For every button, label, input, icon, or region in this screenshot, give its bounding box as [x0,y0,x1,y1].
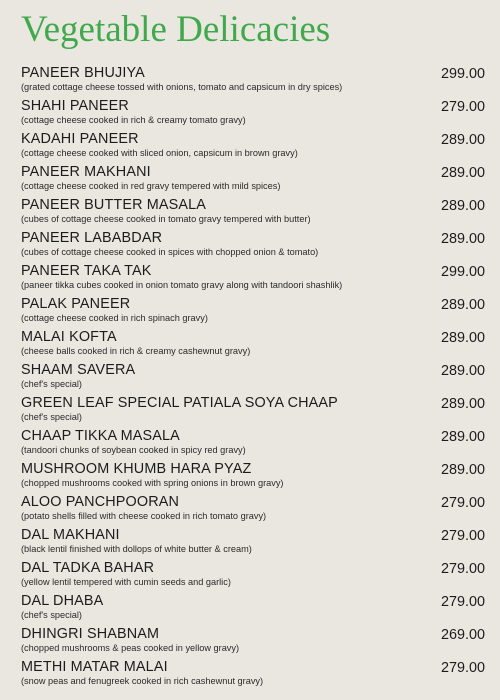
item-name: METHI MATAR MALAI [21,659,168,675]
item-description: (tandoori chunks of soybean cooked in spicy red gravy) [21,445,246,455]
item-price: 279.00 [440,594,485,610]
item-description: (cottage cheese cooked in rich spinach gravy) [21,313,208,323]
menu-item [21,526,485,559]
item-description: (cottage cheese cooked with sliced onion, capsicum in brown gravy) [21,148,298,158]
menu-item [21,64,485,97]
menu-item [21,361,485,394]
menu-item [21,97,485,130]
item-name: PANEER BHUJIYA [21,65,145,81]
item-description: (chopped mushrooms cooked with spring onions in brown gravy) [21,478,284,488]
item-name: DAL DHABA [21,593,104,609]
item-name: SHAAM SAVERA [21,362,136,378]
item-price: 299.00 [440,264,485,280]
item-price: 289.00 [440,396,485,412]
menu-item [21,658,485,691]
menu-item [21,328,485,361]
item-description: (cottage cheese cooked in red gravy tempered with mild spices) [21,181,281,191]
item-name: MALAI KOFTA [21,329,117,345]
menu-item [21,559,485,592]
item-description: (chef's special) [21,412,82,422]
item-name: DAL TADKA BAHAR [21,560,155,576]
section-title: Vegetable Delicacies [21,9,331,50]
item-price: 289.00 [440,330,485,346]
menu-list [21,64,485,691]
item-description: (potato shells filled with cheese cooked in rich tomato gravy) [21,511,267,521]
item-description: (black lentil finished with dollops of white butter & cream) [21,544,252,554]
item-description: (cottage cheese cooked in rich & creamy tomato gravy) [21,115,246,125]
item-price: 299.00 [440,66,485,82]
item-price: 279.00 [440,99,485,115]
item-description: (chef's special) [21,379,82,389]
item-price: 279.00 [440,528,485,544]
item-price: 289.00 [440,363,485,379]
menu-item [21,262,485,295]
item-description: (yellow lentil tempered with cumin seeds and garlic) [21,577,231,587]
menu-item [21,427,485,460]
item-description: (cubes of cottage cheese cooked in spices with chopped onion & tomato) [21,247,319,257]
menu-item [21,493,485,526]
item-description: (chef's special) [21,610,82,620]
item-price: 289.00 [440,132,485,148]
item-name: GREEN LEAF SPECIAL PATIALA SOYA CHAAP [21,395,338,411]
item-price: 279.00 [440,495,485,511]
menu-item [21,229,485,262]
menu-item [21,163,485,196]
item-name: KADAHI PANEER [21,131,139,147]
menu-item [21,394,485,427]
item-name: PANEER MAKHANI [21,164,151,180]
menu-item [21,130,485,163]
item-price: 289.00 [440,198,485,214]
item-price: 279.00 [440,660,485,676]
item-name: DAL MAKHANI [21,527,120,543]
item-price: 269.00 [440,627,485,643]
item-name: PANEER LABABDAR [21,230,163,246]
menu-item [21,625,485,658]
item-name: PANEER BUTTER MASALA [21,197,207,213]
menu-item [21,592,485,625]
item-description: (cubes of cottage cheese cooked in tomato gravy tempered with butter) [21,214,311,224]
item-price: 289.00 [440,429,485,445]
item-price: 289.00 [440,165,485,181]
item-name: ALOO PANCHPOORAN [21,494,180,510]
item-name: MUSHROOM KHUMB HARA PYAZ [21,461,252,477]
item-description: (cheese balls cooked in rich & creamy cashewnut gravy) [21,346,251,356]
item-price: 289.00 [440,297,485,313]
item-name: CHAAP TIKKA MASALA [21,428,180,444]
item-description: (grated cottage cheese tossed with onions, tomato and capsicum in dry spices) [21,82,343,92]
item-description: (chopped mushrooms & peas cooked in yellow gravy) [21,643,240,653]
item-description: (paneer tikka cubes cooked in onion tomato gravy along with tandoori shashlik) [21,280,343,290]
item-description: (snow peas and fenugreek cooked in rich cashewnut gravy) [21,676,264,686]
item-name: PALAK PANEER [21,296,131,312]
item-name: PANEER TAKA TAK [21,263,152,279]
item-price: 279.00 [440,561,485,577]
item-price: 289.00 [440,231,485,247]
item-name: DHINGRI SHABNAM [21,626,160,642]
item-price: 289.00 [440,462,485,478]
menu-item [21,295,485,328]
menu-item [21,196,485,229]
menu-item [21,460,485,493]
item-name: SHAHI PANEER [21,98,129,114]
